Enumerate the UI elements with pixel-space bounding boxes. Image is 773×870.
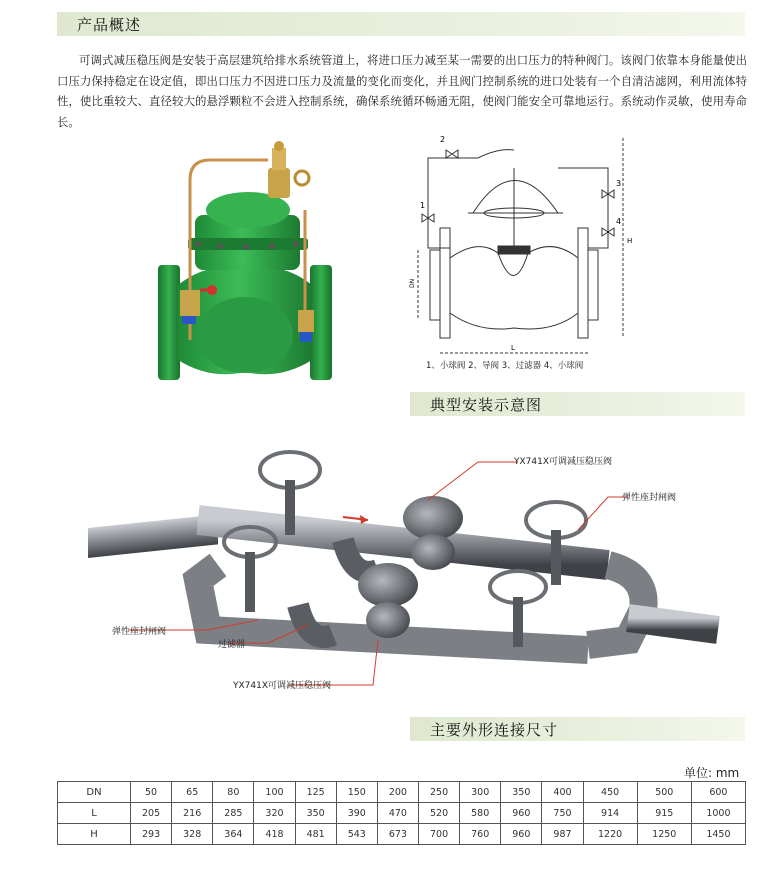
section-title: 产品概述	[77, 16, 142, 34]
table-cell: 1450	[691, 824, 745, 845]
section-title: 典型安装示意图	[430, 396, 543, 414]
table-cell: 418	[254, 824, 295, 845]
table-cell: 600	[691, 782, 745, 803]
table-cell: 960	[501, 824, 542, 845]
label-valve-bottom: YX741X可调减压稳压阀	[233, 681, 332, 691]
label-valve-top: YX741X可调减压稳压阀	[514, 457, 613, 467]
table-cell: 293	[131, 824, 172, 845]
table-row	[58, 782, 746, 803]
label-strainer: 过滤器	[218, 640, 246, 650]
table-cell: 80	[213, 782, 254, 803]
table-cell: 1220	[583, 824, 637, 845]
table-cell: 580	[460, 803, 501, 824]
dimensions-table	[57, 781, 746, 845]
table-cell: 543	[336, 824, 377, 845]
table-cell: 350	[295, 803, 336, 824]
marker-4: 4	[616, 217, 622, 226]
dim-height: H	[627, 237, 633, 245]
table-cell: 750	[542, 803, 583, 824]
label-gate-right: 弹性座封闸阀	[622, 493, 677, 503]
section-header-overview	[57, 12, 745, 36]
label-gate-left: 弹性座封闸阀	[112, 627, 167, 637]
table-cell: 150	[336, 782, 377, 803]
valve-product-photo	[150, 140, 350, 390]
table-cell: 960	[501, 803, 542, 824]
section-header-dimensions	[410, 717, 745, 741]
table-cell: 205	[131, 803, 172, 824]
marker-2: 2	[440, 135, 446, 144]
table-cell: 350	[501, 782, 542, 803]
table-cell: 50	[131, 782, 172, 803]
table-cell: 100	[254, 782, 295, 803]
table-cell: 65	[172, 782, 213, 803]
row-header: H	[58, 824, 131, 845]
row-header: DN	[58, 782, 131, 803]
section-title: 主要外形连接尺寸	[430, 721, 559, 739]
table-cell: 450	[583, 782, 637, 803]
marker-1: 1	[420, 201, 426, 210]
table-cell: 700	[418, 824, 459, 845]
intro-paragraph: 可调式减压稳压阀是安装于高层建筑给排水系统管道上，将进口压力减至某一需要的出口压力的特种阀门。该阀门依靠本身能量使出口压力保持稳定在设定值，即出口压力不因进口压力及流量的变化而变化，并且阀门控制系统的进口处装有一个自清洁滤网，利用流体特性，使比重较大、直径较大的悬浮颗粒不会进入控制系统，确保系统循环畅通无阻，使阀门能安全可靠地运行。系统动作灵敏，使用寿命长。	[57, 53, 747, 129]
table-row	[58, 803, 746, 824]
valve-section-diagram	[409, 128, 638, 373]
table-cell: 915	[637, 803, 691, 824]
table-cell: 914	[583, 803, 637, 824]
table-cell: 400	[542, 782, 583, 803]
table-cell: 520	[418, 803, 459, 824]
table-cell: 328	[172, 824, 213, 845]
table-cell: 250	[418, 782, 459, 803]
table-row	[58, 824, 746, 845]
table-cell: 125	[295, 782, 336, 803]
table-cell: 500	[637, 782, 691, 803]
table-cell: 1250	[637, 824, 691, 845]
marker-3: 3	[616, 179, 622, 188]
table-cell: 364	[213, 824, 254, 845]
table-cell: 390	[336, 803, 377, 824]
dim-length: L	[511, 344, 515, 352]
diagram-legend: 1、小球阀 2、导阀 3、过滤器 4、小球阀	[426, 361, 584, 371]
row-header: L	[58, 803, 131, 824]
table-cell: 200	[377, 782, 418, 803]
table-cell: 470	[377, 803, 418, 824]
table-cell: 300	[460, 782, 501, 803]
table-cell: 481	[295, 824, 336, 845]
section-header-install	[410, 392, 745, 416]
table-cell: 1000	[691, 803, 745, 824]
unit-label: 单位: mm	[684, 766, 740, 780]
dim-dn: DN	[409, 278, 416, 288]
table-cell: 285	[213, 803, 254, 824]
installation-schematic	[88, 440, 728, 710]
table-cell: 673	[377, 824, 418, 845]
table-cell: 320	[254, 803, 295, 824]
table-cell: 760	[460, 824, 501, 845]
table-cell: 987	[542, 824, 583, 845]
table-cell: 216	[172, 803, 213, 824]
